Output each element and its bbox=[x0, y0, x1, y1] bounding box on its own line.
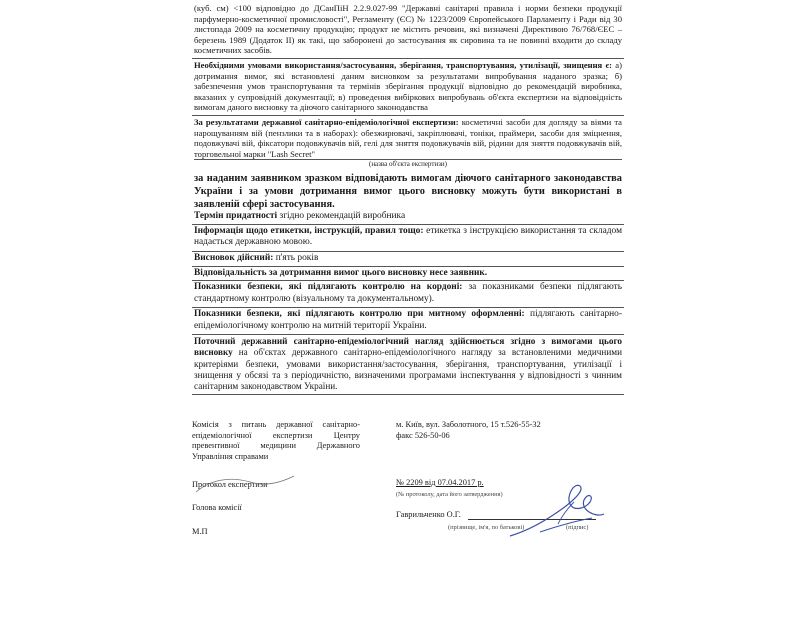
conditions-text: а) дотримання вимог, які встановлені даним висновком за результатами випробування наданого зразка; б) забезпечення умов транспортування та термінів зберігання продукції відповідно до рекомендацій виробника, вказаних у супровідній документації; в) проведення вибіркових випробувань об'єкта експертизи на відповідність вимогам даного висновку та діючого санітарного законодавства bbox=[194, 59, 622, 113]
labeling-text: етикетка з інструкцією використання та складом надається державною мовою. bbox=[194, 225, 623, 248]
protocol-caption: (№ протоколу, дата його затвердження) bbox=[396, 491, 503, 498]
customs-control-text: підлягають санітарно-епідеміологічному контролю на митній території України. bbox=[194, 309, 622, 331]
head-label: Голова комісії bbox=[192, 503, 242, 512]
validity-section bbox=[192, 252, 624, 267]
intro-text: (куб. см) <100 відповідно до ДСанПіН 2.2.9.027-99 "Державні санітарні правила і норми безпеки продукції парфумерно-косметичної промисловості", Регламенту (ЄС) № 1223/2009 Європейського Парламенту і Ради від 30 листопада 2009 на косметичну продукцію; продукт не містить речовин, які визначені Директивою 76/768/ЄЕС – березень 1989 (Додаток ІІ) як такі, що заборонені до застосування як сировина та не повинні входити до складу косметичних засобів. bbox=[194, 3, 622, 56]
results-caption: (назва об'єкта експертизи) bbox=[368, 160, 447, 169]
head-name: Гаврильченко О.Г. bbox=[396, 510, 461, 519]
labeling-label: Інформація щодо етикетки, інструкцій, правил тощо: bbox=[194, 225, 424, 236]
supervision-text: на об'єктах державного санітарно-епідеміологічного нагляду за встановленими медичними критеріями безпеки, умовами використання/застосування, зберігання, транспортування, утилізації і знищення у обсязі та з періодичністю, визначеними програмами інспектування у відповідності з чинним санітарним законодавством України. bbox=[194, 347, 622, 391]
seal-label: М.П bbox=[192, 527, 208, 536]
intro-section bbox=[192, 0, 624, 59]
border-control-section bbox=[192, 281, 624, 308]
supervision-label: Поточний державний санітарно-епідеміологічний нагляд здійснюється згідно з вимогами цього висновку bbox=[194, 336, 622, 358]
document-body bbox=[192, 0, 624, 395]
customs-control-label: Показники безпеки, які підлягають контролю при митному оформленні: bbox=[194, 309, 525, 320]
responsibility-section bbox=[192, 267, 624, 282]
protocol-signature-mark bbox=[190, 470, 300, 500]
results-text: косметичні засоби для догляду за віями та нарощуванням вій (пензлики та в наборах): обезжирювачі, закріплювачі, тоніки, праймери, засоби для зміцнення, подовжувачі вій, фіксатори подовжувачів вій, гелі для зняття подовжувачів вій, рідини для зняття подовжувачів вій, торговельної марки "Lash Secret" bbox=[194, 116, 622, 159]
supervision-section bbox=[192, 335, 624, 395]
sign-caption: (підпис) bbox=[566, 524, 589, 531]
border-control-label: Показники безпеки, які підлягають контролю на кордоні: bbox=[194, 282, 463, 293]
commission-name: Комісія з питань державної санітарно-епідеміологічної експертизи Центру превентивної медицини Державного Управління справами bbox=[192, 420, 360, 461]
compliance-section bbox=[192, 171, 624, 225]
responsibility-text: Відповідальність за дотримання вимог цього висновку несе заявник. bbox=[194, 267, 488, 278]
expiry-text: згідно рекомендацій виробника bbox=[277, 211, 406, 222]
customs-control-section bbox=[192, 308, 624, 335]
labeling-section bbox=[192, 225, 624, 252]
validity-label: Висновок дійсний: bbox=[194, 252, 274, 263]
expiry-label: Термін придатності bbox=[194, 211, 278, 222]
validity-text: п'ять років bbox=[273, 252, 319, 263]
compliance-text: за наданим заявником зразком відповідають вимогам діючого санітарного законодавства України і за умови дотримання вимог цього висновку можуть бути використані в заявленій сфері застосування. bbox=[194, 173, 622, 211]
conditions-label: Необхідними умовами використання/застосування, зберігання, транспортування, утилізації, знищення є: bbox=[194, 59, 613, 70]
protocol-label: Протокол експертизи bbox=[192, 480, 268, 489]
signature-image bbox=[500, 478, 610, 548]
name-caption: (прізвище, ім'я, по батькові) bbox=[448, 524, 525, 531]
commission-address: м. Київ, вул. Заболотного, 15 т.526-55-32 bbox=[396, 420, 541, 429]
results-section bbox=[192, 116, 624, 171]
commission-fax: факс 526-50-06 bbox=[396, 431, 450, 440]
conditions-section bbox=[192, 59, 624, 116]
protocol-number: № 2209 від 07.04.2017 р. bbox=[396, 478, 484, 487]
border-control-text: за показниками безпеки підлягають стандартному контролю (візуальному та документальному). bbox=[194, 282, 623, 304]
results-label: За результатами державної санітарно-епідеміологічної експертизи: bbox=[194, 116, 459, 127]
